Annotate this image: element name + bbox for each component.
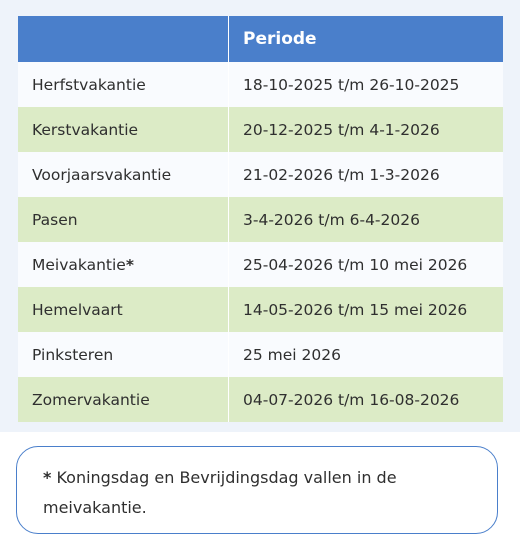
holiday-period: 3-4-2026 t/m 6-4-2026	[229, 197, 504, 242]
holiday-name: Pasen	[32, 210, 78, 229]
holiday-period: 21-02-2026 t/m 1-3-2026	[229, 152, 504, 197]
footnote-box	[16, 446, 498, 534]
holiday-name-cell	[18, 287, 229, 332]
holiday-name-cell	[18, 242, 229, 287]
holiday-name: Pinksteren	[32, 345, 114, 364]
table-row	[18, 62, 503, 107]
table-row	[18, 107, 503, 152]
holiday-period: 04-07-2026 t/m 16-08-2026	[229, 377, 504, 422]
holiday-name: Hemelvaart	[32, 300, 123, 319]
footnote-marker: *	[125, 255, 134, 274]
holiday-name: Herfstvakantie	[32, 75, 146, 94]
holiday-name-cell	[18, 107, 229, 152]
holiday-period: 18-10-2025 t/m 26-10-2025	[229, 62, 504, 107]
school-holidays-table	[18, 16, 503, 422]
column-header-period: Periode	[229, 16, 504, 62]
footnote-text: Koningsdag en Bevrijdingsdag vallen in de meivakantie.	[43, 468, 397, 517]
table-row	[18, 332, 503, 377]
table-row	[18, 377, 503, 422]
holiday-name-cell	[18, 197, 229, 242]
holiday-period: 20-12-2025 t/m 4-1-2026	[229, 107, 504, 152]
holiday-name: Voorjaarsvakantie	[32, 165, 172, 184]
column-header-name	[18, 16, 229, 62]
holiday-name: Kerstvakantie	[32, 120, 139, 139]
table-row	[18, 242, 503, 287]
holiday-name-cell	[18, 62, 229, 107]
holiday-period: 25 mei 2026	[229, 332, 504, 377]
holiday-name: Meivakantie	[32, 255, 126, 274]
table-row	[18, 287, 503, 332]
table-row	[18, 197, 503, 242]
footnote-box-marker: *	[43, 468, 52, 487]
holiday-name-cell	[18, 377, 229, 422]
holiday-name: Zomervakantie	[32, 390, 150, 409]
table-row	[18, 152, 503, 197]
holiday-period: 25-04-2026 t/m 10 mei 2026	[229, 242, 504, 287]
holiday-name-cell	[18, 152, 229, 197]
holiday-period: 14-05-2026 t/m 15 mei 2026	[229, 287, 504, 332]
holiday-name-cell	[18, 332, 229, 377]
table-header-row	[18, 16, 503, 62]
